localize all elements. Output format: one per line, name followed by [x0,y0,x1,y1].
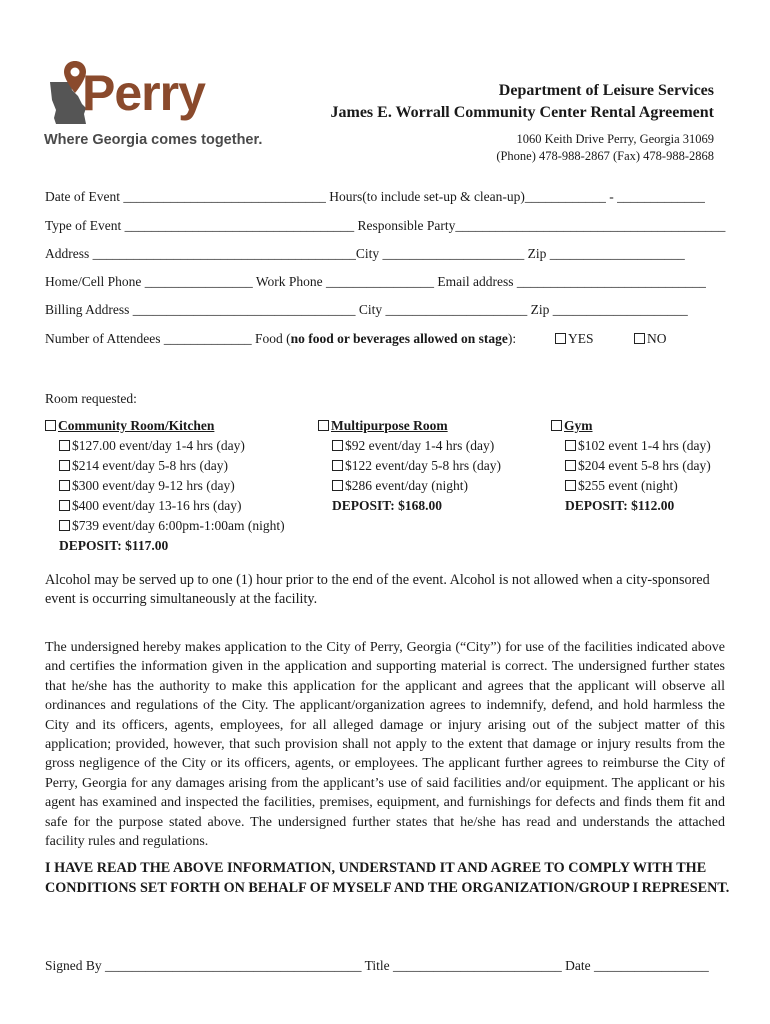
community-room-title: Community Room/Kitchen [58,418,215,433]
yes-label: YES [568,331,594,346]
perry-logo [44,60,264,160]
food-end: ): [507,331,517,346]
checkbox-icon[interactable] [332,440,343,451]
rate-option[interactable] [45,476,285,496]
rate-option[interactable] [45,516,285,536]
phone-email-field[interactable]: Home/Cell Phone ________________ Work Phone ________________ Email address ____________________________ [45,274,706,289]
rate-option[interactable] [551,476,711,496]
rate-option[interactable] [318,436,501,456]
gym-title: Gym [564,418,593,433]
rate-option[interactable] [551,456,711,476]
attendees-label: Number of Attendees _____________ Food ( [45,331,291,346]
multipurpose-deposit: DEPOSIT: $168.00 [332,498,443,513]
rate-label: $122 event/day 5-8 hrs (day) [345,458,501,473]
document-header [331,80,715,165]
checkbox-icon[interactable] [332,460,343,471]
rate-option[interactable] [45,496,285,516]
food-restriction: no food or beverages allowed on stage [290,331,508,346]
acknowledgement-statement: I HAVE READ THE ABOVE INFORMATION, UNDERSTAND IT AND AGREE TO COMPLY WITH THE CONDITIONS SET FORTH ON BEHALF OF MYSELF AND THE ORGANIZATION/GROUP I REPRESENT. [45,860,730,896]
checkbox-icon[interactable] [565,460,576,471]
rate-option[interactable] [318,456,501,476]
gym-option[interactable] [551,416,711,436]
checkbox-icon[interactable] [551,420,562,431]
rate-label: $92 event/day 1-4 hrs (day) [345,438,495,453]
rate-option[interactable] [45,436,285,456]
rate-label: $214 event/day 5-8 hrs (day) [72,458,228,473]
food-yes-checkbox[interactable] [555,330,594,348]
checkbox-icon[interactable] [555,333,566,344]
department-title: Department of Leisure Services [498,82,714,99]
rate-label: $102 event 1-4 hrs (day) [578,438,711,453]
alcohol-policy: Alcohol may be served up to one (1) hour prior to the end of the event. Alcohol is not allowed when a city-sponsored event is occurring simultaneously at the facility. [45,572,710,608]
checkbox-icon[interactable] [565,440,576,451]
checkbox-icon[interactable] [59,500,70,511]
logo-wordmark: Perry [82,65,205,121]
signature-line[interactable]: Signed By ______________________________________ Title _________________________ Date _________________ [45,958,709,973]
no-label: NO [647,331,667,346]
multipurpose-room-column [318,416,501,516]
checkbox-icon[interactable] [45,420,56,431]
community-room-column [45,416,285,556]
rate-label: $300 event/day 9-12 hrs (day) [72,478,235,493]
rate-option[interactable] [551,436,711,456]
rate-label: $255 event (night) [578,478,678,493]
room-requested-label: Room requested: [45,391,137,406]
logo-tagline: Where Georgia comes together. [44,132,263,148]
checkbox-icon[interactable] [59,440,70,451]
billing-address-field[interactable]: Billing Address _________________________________ City _____________________ Zip ____________________ [45,302,688,317]
agreement-paragraph: The undersigned hereby makes application to the City of Perry, Georgia (“City”) for use of the facilities indicated above and certifies the information given in the application and supporting material is correct. The undersigned further states that he/she has the authority to make this application for the applicant and agrees that the applicant will observe all ordinances and regulations of the City. The applicant/organization agrees to indemnify, defend, and hold harmless the City and its officers, agents, employees, for all alleged damage or injury arising out of the subject matter of this application; provided, however, that such provision shall not apply to the extent that damage or injury results from the gross negligence of the City or its officers, agents, or employees. The applicant further agrees to reimburse the City of Perry, Georgia for any damages arising from the applicant’s use of said facilities and/or equipment. The applicant or his agent has examined and inspected the facilities, premises, equipment, and furnishings for defects and finds them fit and safe for the purpose stated above. The undersigned further states that he/she has read and understands the attached facility rules and regulations. [45,640,725,850]
phone-line: (Phone) 478-988-2867 (Fax) 478-988-2868 [496,149,714,163]
checkbox-icon[interactable] [59,480,70,491]
rate-option[interactable] [45,456,285,476]
rate-label: $204 event 5-8 hrs (day) [578,458,711,473]
checkbox-icon[interactable] [318,420,329,431]
date-hours-field[interactable]: Date of Event ______________________________ Hours(to include set-up & clean-up)____________ - _____________ [45,189,705,204]
rate-label: $400 event/day 13-16 hrs (day) [72,498,242,513]
rate-label: $739 event/day 6:00pm-1:00am (night) [72,518,285,533]
checkbox-icon[interactable] [59,460,70,471]
address-line: 1060 Keith Drive Perry, Georgia 31069 [516,132,714,146]
rate-label: $127.00 event/day 1-4 hrs (day) [72,438,245,453]
community-deposit: DEPOSIT: $117.00 [59,538,169,553]
rate-label: $286 event/day (night) [345,478,468,493]
rate-option[interactable] [318,476,501,496]
address-field[interactable]: Address _______________________________________City _____________________ Zip ____________________ [45,246,685,261]
gym-column [551,416,711,516]
type-party-field[interactable]: Type of Event __________________________________ Responsible Party________________________________________ [45,218,726,233]
community-room-option[interactable] [45,416,285,436]
food-no-checkbox[interactable] [634,330,667,348]
checkbox-icon[interactable] [59,520,70,531]
multipurpose-room-title: Multipurpose Room [331,418,448,433]
gym-deposit: DEPOSIT: $112.00 [565,498,675,513]
checkbox-icon[interactable] [332,480,343,491]
attendees-food-field[interactable] [45,330,516,348]
multipurpose-room-option[interactable] [318,416,501,436]
agreement-title: James E. Worrall Community Center Rental Agreement [330,104,714,121]
checkbox-icon[interactable] [565,480,576,491]
checkbox-icon[interactable] [634,333,645,344]
